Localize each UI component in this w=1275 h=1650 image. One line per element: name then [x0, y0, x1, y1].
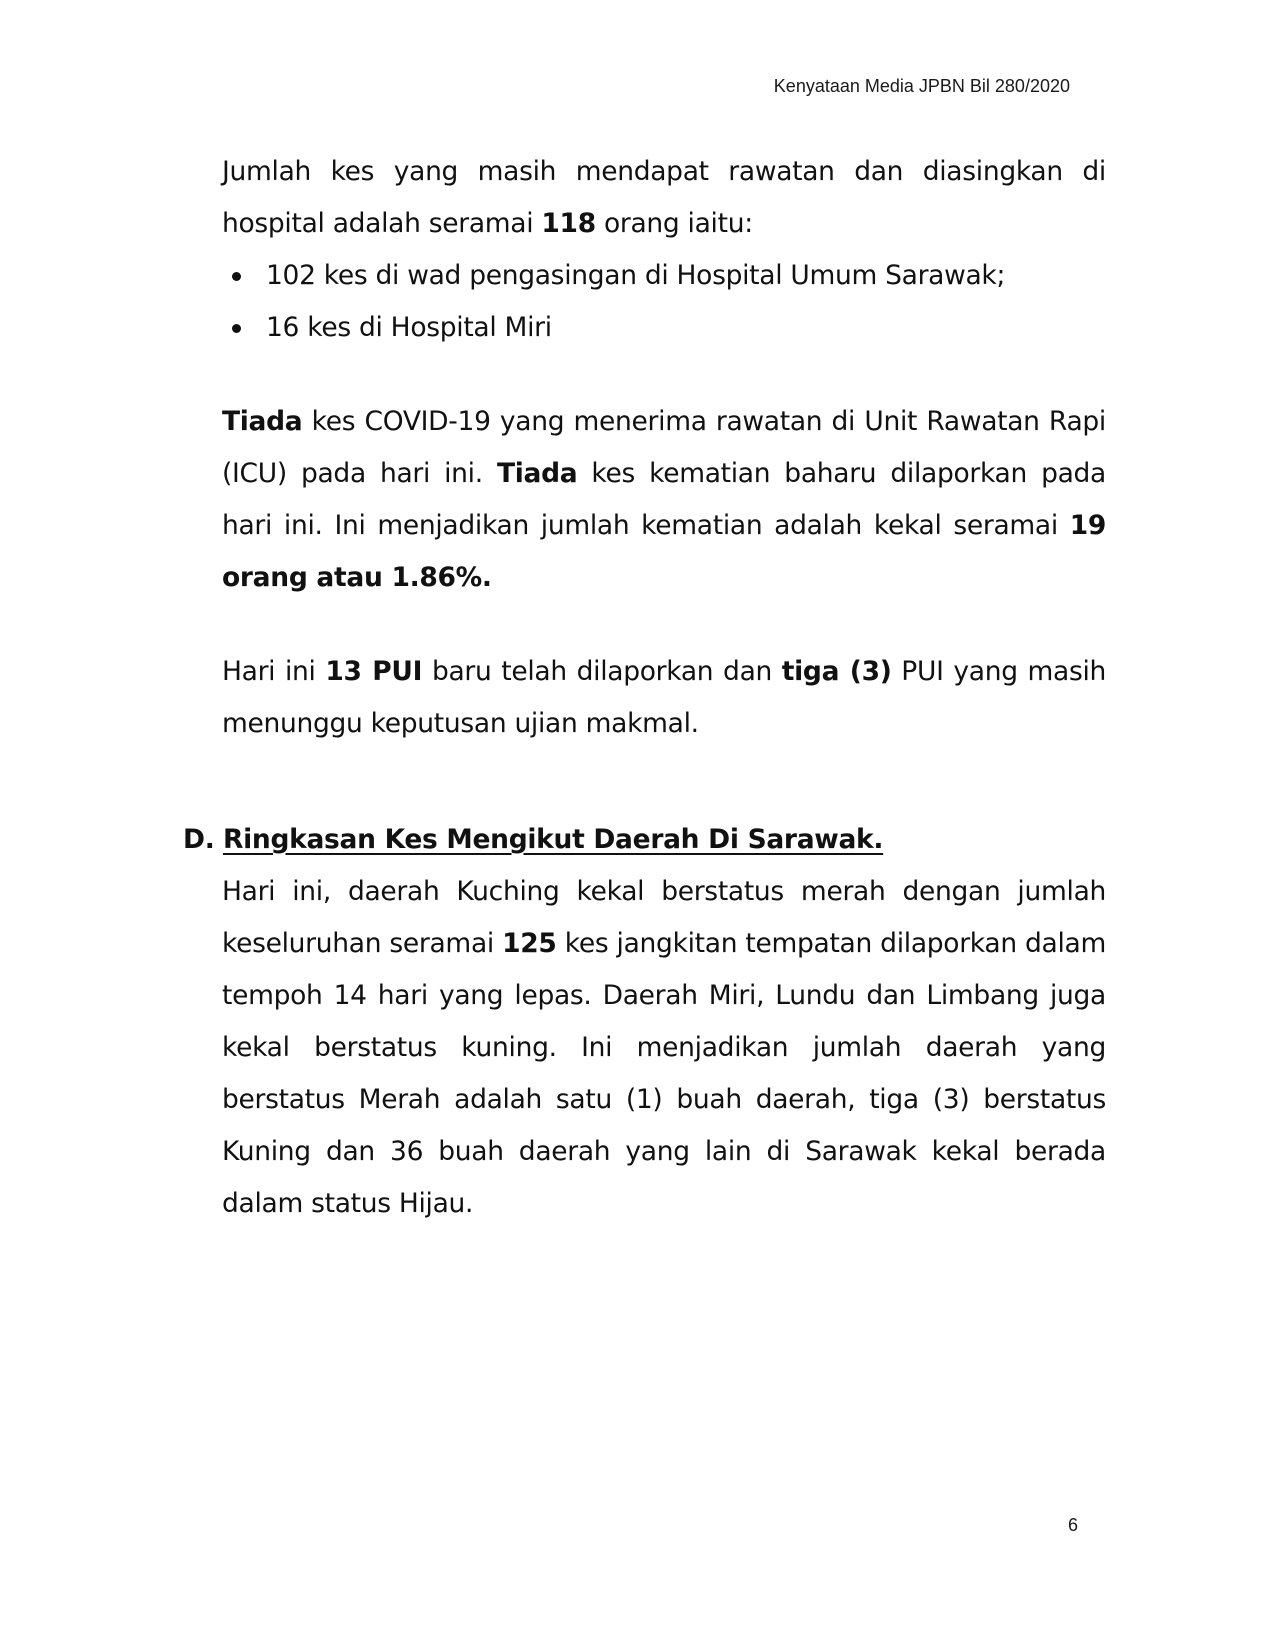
paragraph-icu-deaths	[222, 396, 1106, 604]
hospital-bullet-list	[222, 250, 1106, 354]
paragraph-pui	[222, 646, 1106, 750]
document-reference-header: Kenyataan Media JPBN Bil 280/2020	[773, 76, 1070, 96]
bold-death-count: 19 orang atau 1.86%.	[222, 510, 1106, 593]
text-run: orang iaitu:	[595, 208, 753, 239]
text-run: PUI yang masih menunggu keputusan ujian makmal.	[222, 656, 1107, 739]
section-letter: D.	[183, 824, 215, 855]
bold-text: Tiada	[222, 406, 303, 437]
bold-count: 125	[502, 928, 557, 959]
bold-text: Tiada	[496, 458, 578, 489]
section-d-heading	[183, 824, 883, 855]
bold-text: tiga (3)	[781, 656, 892, 687]
text-run: baru telah dilaporkan dan	[422, 656, 782, 687]
bullet-icon	[232, 272, 241, 281]
bold-text: 13 PUI	[325, 656, 423, 687]
list-item: 102 kes di wad pengasingan di Hospital Umum Sarawak;	[222, 250, 1106, 302]
page-number: 6	[1067, 1515, 1078, 1535]
text-run: kes COVID-19 yang menerima rawatan di Unit Rawatan Rapi (ICU) pada hari ini.	[222, 406, 1106, 489]
text-run: Hari ini, daerah Kuching kekal berstatus merah dengan jumlah keseluruhan seramai	[222, 876, 1106, 959]
paragraph-district-summary	[222, 866, 1106, 1230]
text-run: Hari ini	[222, 656, 326, 687]
text-run: Jumlah kes yang masih mendapat rawatan dan diasingkan di hospital adalah seramai	[222, 156, 1106, 239]
bullet-icon	[232, 324, 241, 333]
text-run: kes jangkitan tempatan dilaporkan dalam tempoh 14 hari yang lepas. Daerah Miri, Lundu dan Limbang juga kekal berstatus kuning. Ini menjadikan jumlah daerah yang berstatus Merah adalah satu (1) buah daerah, tiga (3) berstatus Kuning dan 36 buah daerah yang lain di Sarawak kekal berada dalam status Hijau.	[222, 928, 1106, 1219]
section-title: Ringkasan Kes Mengikut Daerah Di Sarawak.	[223, 824, 884, 855]
bold-count: 118	[541, 208, 596, 239]
text-run: kes kematian baharu dilaporkan pada hari ini. Ini menjadikan jumlah kematian adalah kekal seramai	[222, 458, 1106, 541]
list-item: 16 kes di Hospital Miri	[222, 302, 1106, 354]
paragraph-hospital-cases	[222, 146, 1106, 354]
